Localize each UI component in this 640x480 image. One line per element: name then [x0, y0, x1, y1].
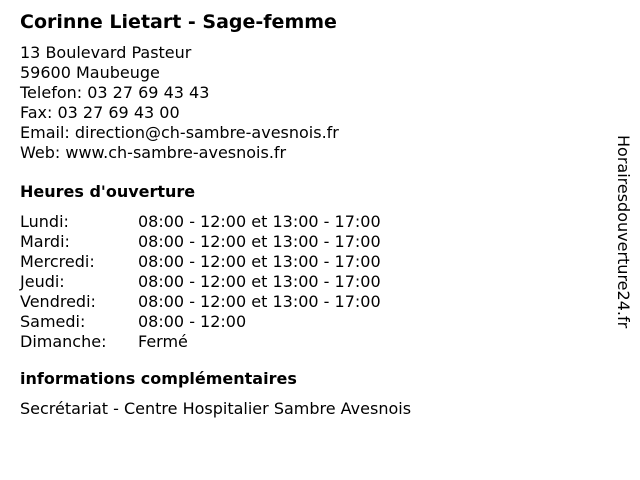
- day-label: Lundi:: [20, 212, 69, 231]
- hours-row-monday: [20, 212, 381, 232]
- day-label: Mercredi:: [20, 252, 95, 271]
- business-card: [20, 10, 600, 419]
- hours-row-sunday: [20, 332, 381, 352]
- hours-row-saturday: [20, 312, 381, 332]
- opening-hours-heading: Heures d'ouverture: [20, 182, 196, 201]
- address-street: 13 Boulevard Pasteur: [20, 43, 192, 62]
- email-address: Email: direction@ch-sambre-avesnois.fr: [20, 123, 339, 142]
- day-hours: 08:00 - 12:00 et 13:00 - 17:00: [138, 252, 381, 271]
- hours-row-tuesday: [20, 232, 381, 252]
- phone-number: Telefon: 03 27 69 43 43: [20, 83, 210, 102]
- day-hours: 08:00 - 12:00 et 13:00 - 17:00: [138, 212, 381, 231]
- additional-info-text: Secrétariat - Centre Hospitalier Sambre Avesnois: [20, 399, 412, 418]
- day-label: Jeudi:: [20, 272, 65, 291]
- hours-row-thursday: [20, 272, 381, 292]
- site-watermark: Horairesdouverture24.fr: [614, 135, 633, 329]
- day-hours: Fermé: [138, 332, 188, 351]
- day-label: Mardi:: [20, 232, 70, 251]
- day-hours: 08:00 - 12:00: [138, 312, 247, 331]
- day-hours: 08:00 - 12:00 et 13:00 - 17:00: [138, 232, 381, 251]
- day-label: Vendredi:: [20, 292, 96, 311]
- contact-block: [20, 43, 600, 163]
- hours-row-wednesday: [20, 252, 381, 272]
- day-label: Samedi:: [20, 312, 86, 331]
- page-title: Corinne Lietart - Sage-femme: [20, 11, 337, 33]
- fax-number: Fax: 03 27 69 43 00: [20, 103, 180, 122]
- website-address: Web: www.ch-sambre-avesnois.fr: [20, 143, 287, 162]
- address-city: 59600 Maubeuge: [20, 63, 160, 82]
- opening-hours-table: [20, 212, 381, 352]
- day-label: Dimanche:: [20, 332, 107, 351]
- hours-row-friday: [20, 292, 381, 312]
- day-hours: 08:00 - 12:00 et 13:00 - 17:00: [138, 272, 381, 291]
- day-hours: 08:00 - 12:00 et 13:00 - 17:00: [138, 292, 381, 311]
- additional-info-heading: informations complémentaires: [20, 369, 297, 388]
